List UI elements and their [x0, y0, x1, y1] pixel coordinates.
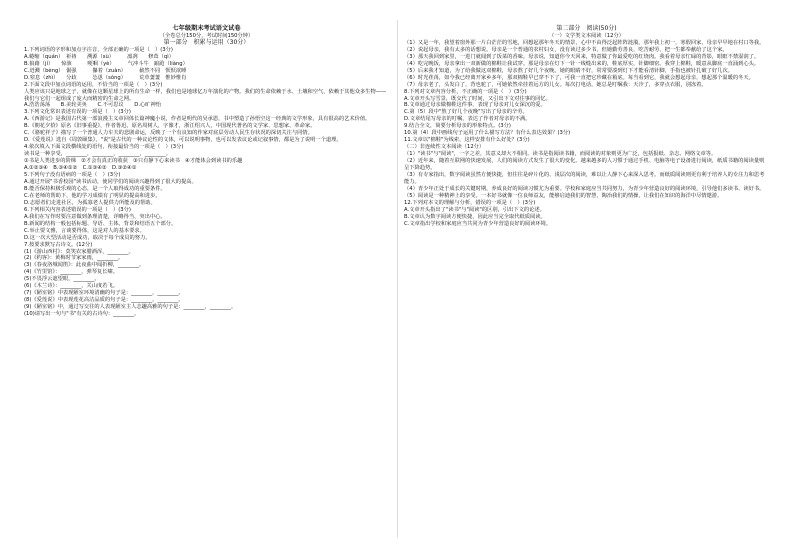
column-divider — [397, 20, 398, 538]
right-line: 11.文章以"棉鞋"为线索，这样安排有什么好处？(3分) — [404, 137, 530, 144]
left-line: (1)《游山西村》：莫笑农家腊酒浑，________。 — [24, 248, 134, 255]
right-question-list — [404, 40, 769, 228]
exam-title: 七年级期末考试语文试卷 — [172, 25, 241, 32]
right-line: A.文章开头指出了"读书"与"阅读"的区别，引出下文的论述。 — [404, 206, 545, 213]
right-line: （二）非连续性文本阅读（12分） — [404, 144, 485, 151]
left-line: (7)《陋室铭》中表现陋室环境清幽的句子是：________，________。 — [24, 290, 184, 297]
right-line: （4）吃完晚饭，母亲拿出一双新做的棉鞋让我试穿。那是母亲在灯下一针一线缝出来的，鞋底厚实，针脚细密。我穿上棉鞋，暖意从脚底一直涌到心头。 — [404, 60, 760, 67]
left-line: 7.按要求默写古诗文。(12分) — [24, 241, 93, 248]
left-line: 读书是一种享受，________，________，________，________。 — [24, 151, 171, 158]
right-line: 10.第（4）段中画线句子运用了什么描写方法？有什么表达效果？(3分) — [404, 130, 571, 137]
right-line: C.文章指出学校和家庭应当共同为青少年营造良好的阅读环境。 — [404, 220, 552, 227]
left-line: (8)《爱莲说》中表现莲花高洁品质的句子是：________，________。 — [24, 297, 184, 304]
left-line: 人类应该只是地球之子，就像在这颗星球上的所有生命一样，我们也是地球亿万年演化的产物。我们的生命依赖于水、土壤和空气，依赖于其他众多生物——我们与它们一起组成了庞大而精密的生命之网。 — [24, 88, 387, 102]
right-line: 9.结合全文，简要分析母亲的形象特点。(3分) — [404, 123, 511, 130]
left-line: C.迸溅（bèng） 倔强 攥着（zuàn） 截然不同 恹恹欲睡 — [24, 67, 187, 74]
right-line: （5）阅读是一种精神上的享受。一本好书就像一位良师益友，能够启迪我们的智慧，陶冶我们的情操，让我们在知识的海洋中尽情遨游。 — [404, 192, 723, 199]
left-line: B.新闻的结构一般包括标题、导语、主体、背景和结语五个部分。 — [24, 220, 177, 227]
left-line: 2.下面文段中加点词语的运用，不恰当的一项是（ ）(3分) — [24, 81, 163, 88]
right-line: （1）"读书"与"阅读"，一字之差，其意义却大不相同。读书是指阅读书籍，而阅读的对象则更为广泛，包括报纸、杂志、网络文章等。 — [404, 151, 717, 158]
right-line: （7）母亲老了，头发白了，背也驼了，可她依然牵挂着远方的儿女。每次打电话，她总是叮嘱我：天冷了，多穿点衣服，别冻着。 — [404, 81, 707, 88]
left-line: 3.下列文化常识表述有误的一项是（ ）(3分) — [24, 109, 131, 116]
part2-heading: 第二部分 阅读(50分) — [556, 25, 617, 32]
section-heading: （一）文学类文本阅读（12分） — [549, 32, 624, 39]
left-line: B.狼藉（jí） 惊骇 哽咽（yè） 气冲斗牛 踉跄（liàng） — [24, 60, 188, 67]
left-line: A.通过开展"书香校园"读书活动，使同学们的阅读兴趣得到了很大的提高。 — [24, 178, 197, 185]
right-line: （3）有专家指出，数字阅读虽然方便快捷，但往往是碎片化的、浅层次的阅读，难以让人静下心来深入思考。而纸质阅读则更有利于培养人的专注力和思考能力。 — [404, 172, 765, 185]
right-line: A.文章开头写雪景，既交代了时间，又引出下文对往事的回忆。 — [404, 95, 551, 102]
left-line: D.这一次大型活动是否成功，取决于每个成员的努力。 — [24, 234, 151, 241]
left-line: C.在老师的帮助下，他的学习成绩有了明显的提高和进步。 — [24, 192, 161, 199]
left-line: C.举止要文雅，言谈要得体，这是对人的基本要求。 — [24, 227, 145, 234]
left-line: D.志愿者们走进社区，为孤寡老人提供力所能及的帮助。 — [24, 199, 156, 206]
left-line: (9)《陋室铭》中，通过写交往的人表现陋室主人志趣高雅的句子是：________，________。 — [24, 304, 237, 311]
right-line: （5）后来我才知道，为了给我做这双棉鞋，母亲熬了好几个夜晚。她的眼睛不好，常常要凑到灯下才能看清针脚，手指也被针扎破了好几次。 — [404, 67, 733, 74]
left-line: (5)不畏浮云遮望眼，________。 — [24, 276, 100, 283]
exam-subtitle: （全卷总分150分，考试时间150分钟） — [159, 32, 254, 39]
left-line: A.《西游记》是我国古代第一部浪漫主义章回体长篇神魔小说，作者是明代的吴承恩，书中塑造了孙悟空这一经典的文学形象，具有很高的艺术价值。 — [24, 116, 371, 123]
right-line: C.第（5）段中"熬了好几个夜晚"写出了母亲的辛劳。 — [404, 109, 528, 116]
left-line: 6.下列相关内容表述错误的一项是（ ）(3分) — [24, 206, 131, 213]
left-line: 4.依次填入下面文段横线处的语句，衔接最恰当的一项是（ ）(3分) — [24, 144, 184, 151]
left-line: A.①②③④ B.③④①② C.①③④② D.③②④① — [24, 165, 137, 172]
right-line: D.文章结尾写母亲的叮嘱，表达了作者对母亲的不满。 — [404, 116, 531, 123]
right-line: （1）又是一年，我望着窗外那一片白茫茫的雪地，回想起那年冬天的情景，心中不由得泛起阵阵涟漪。那年我上初一，寒假回家，母亲早早地在村口等我。 — [404, 39, 765, 46]
left-line: (2)《约客》：黄梅时节家家雨，________。 — [24, 255, 124, 262]
left-line: (3)《春夜洛城闻笛》：此夜曲中闻折柳，________。 — [24, 262, 145, 269]
left-line: ①书是人类进步的阶梯 ②才会有真正的收获 ③只有静下心来读书 ④才能体会到读书的乐趣 — [24, 158, 243, 165]
right-line: （6）时光荏苒，如今我已经离开家乡多年，那双棉鞋早已穿不下了，可我一直把它珍藏在箱底。每当看到它，我就会想起母亲，想起那个温暖的冬天。 — [404, 74, 754, 81]
left-line: B.《朝花夕拾》原名《旧事重提》，作者鲁迅，原名周树人，字豫才，浙江绍兴人，中国现代著名的文学家、思想家、革命家。 — [24, 123, 316, 130]
left-line: C.《骆驼祥子》描写了一个普通人力车夫的悲剧命运，反映了一个有良知的作家对底层劳动人民生存状况的深切关注与同情。 — [24, 130, 313, 137]
right-line: B.文章通过母亲做棉鞋这件事，表现了母亲对儿女深沉的爱。 — [404, 102, 546, 109]
left-line: A.浩浩荡荡 B.美轮美奂 C.不可思议 D.心旷神怡 — [24, 102, 161, 109]
left-line: (6)《木兰诗》：________，关山度若飞。 — [24, 283, 119, 290]
left-line: B.能否保持积极乐观的心态，是一个人取得成功的重要条件。 — [24, 185, 166, 192]
left-line: D.《爱莲说》选自《周敦颐集》，"说"是古代的一种议论性的文体，可以说明事物，也可以发表议论或记叙事情，都是为了说明一个道理。 — [24, 137, 342, 144]
right-line: B.文章认为数字阅读方便快捷，因此应当完全取代纸质阅读。 — [404, 213, 546, 220]
right-line: （2）说起母亲，我有太多的话想说。母亲是一个普通的农村妇女，没有读过多少书，但她勤劳善良，吃苦耐劳，把一生都奉献给了这个家。 — [404, 46, 728, 53]
right-line: 8.下列对文章内容分析，不正确的一项是（ ）(3分) — [404, 88, 527, 95]
left-line: (4)《竹里馆》：________，弹琴复长啸。 — [24, 269, 119, 276]
left-line: A.蜷缩（quán） 祈祷 溯源（sù） 凛冽 修葺（qì） — [24, 53, 174, 60]
right-line: （4）青少年正处于成长的关键时期，养成良好的阅读习惯尤为重要。学校和家庭应当共同努力，为青少年营造良好的阅读环境，引导他们多读书、读好书。 — [404, 185, 765, 192]
part1-heading: 第一部分 积累与运用（30分） — [163, 38, 250, 46]
left-question-list — [24, 47, 389, 318]
left-line: D.窒息（zhì） 分歧 怂恿（sǒng） 荒草萋萋 惟妙惟肖 — [24, 74, 187, 81]
left-line: 5.下列句子没有语病的一项是（ ）(3分) — [24, 172, 121, 179]
right-column — [404, 26, 769, 228]
left-line: A.我们在写作时要注意做到条理清楚，详略得当，突出中心。 — [24, 213, 166, 220]
left-line: (10)请写出一句与"书"有关的古诗句：________。 — [24, 311, 140, 318]
right-line: （2）近年来，随着互联网的快速发展，人们的阅读方式发生了很大的变化。越来越多的人习惯于通过手机、电脑等电子设备进行阅读，纸质书籍的阅读量则呈下降趋势。 — [404, 158, 765, 172]
right-line: （3）那天我回到家里，一进门就闻到了饭菜的香味。母亲说，知道你今天回来，特意做了你最爱吃的红烧肉。我看着母亲忙碌的背影，眼眶不禁湿润了。 — [404, 53, 760, 60]
left-column — [24, 26, 389, 318]
left-line: 1.下列词语的字形和加点字注音，全部正确的一项是（ ）(3分) — [24, 46, 173, 53]
right-line: 12.下列对本文的理解与分析，错误的一项是（ ）(3分) — [404, 199, 536, 206]
